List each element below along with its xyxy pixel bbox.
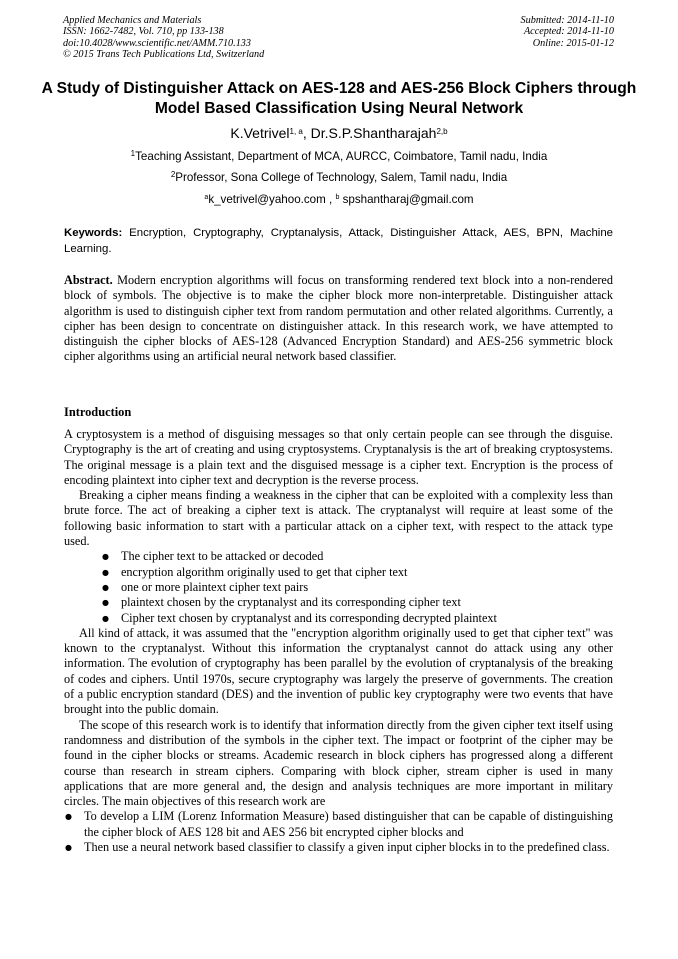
- bullet-icon: ●: [102, 598, 109, 608]
- email-b-mark: b: [335, 194, 340, 201]
- email-line: [40, 192, 638, 207]
- bullet-icon: ●: [102, 567, 109, 577]
- submission-dates: [364, 15, 614, 49]
- intro-paragraph-1: A cryptosystem is a method of disguising messages so that only certain people can see through the disguise. Cryptography is the art of creating and using cryptosystems. Cryptanalysis is the art of breaking cryptosystems. The original message is a plain text and the disguised message is a cipher text. Encryption is the process of encoding plaintext into cipher text and decryption is the reverse process.: [64, 427, 613, 487]
- journal-name: Applied Mechanics and Materials: [63, 15, 202, 26]
- attack-info-list: [64, 549, 613, 625]
- affiliation-1-text: Teaching Assistant, Department of MCA, AURCC, Coimbatore, Tamil nadu, India: [135, 150, 548, 163]
- intro-paragraph-2: Breaking a cipher means finding a weakness in the cipher that can be exploited with a complexity less than brute force. The act of breaking a cipher text is attack. The cryptanalyst will require at least some of the following basic information to start with a particular attack on a cipher text, with respect to the attack type used.: [64, 488, 613, 549]
- keywords-paragraph: [64, 226, 613, 257]
- list-item-text: encryption algorithm originally used to get that cipher text: [121, 564, 408, 579]
- email-separator: ,: [325, 193, 336, 206]
- author-1-marks: 1, a: [289, 127, 303, 136]
- list-item: [102, 579, 613, 595]
- paper-title: A Study of Distinguisher Attack on AES-128 and AES-256 Block Ciphers through Model Based Classification Using Neural Network: [41, 80, 637, 117]
- abstract-text: Modern encryption algorithms will focus on transforming rendered text block into a non-rendered block of symbols. The objective is to make the cipher block more non-interpretable. Distinguisher attack algorithm is used to distinguish cipher text from random permutation and other related algorithms. Currently, a cipher has been design to concentrate on distinguisher attack. In this research work, we have attempted to distinguish the cipher blocks of AES-128 (Advanced Encryption Standard) and AES-256 symmetric block cipher algorithms using an artificial neural network based classifier.: [64, 273, 613, 364]
- accepted-date: Accepted: 2014-11-10: [523, 26, 614, 38]
- affiliation-2-mark: 2: [170, 170, 176, 179]
- list-item-text: The cipher text to be attacked or decoded: [121, 549, 324, 564]
- author-line: [40, 124, 638, 142]
- email-a-mark: a: [204, 194, 209, 201]
- affiliation-1-mark: 1: [130, 149, 136, 158]
- submitted-date: Submitted: 2014-11-10: [520, 15, 614, 26]
- list-item: [65, 840, 613, 855]
- email-b[interactable]: spshantharaj@gmail.com: [342, 193, 474, 206]
- online-date: Online: 2015-01-12: [532, 37, 614, 49]
- journal-copyright: © 2015 Trans Tech Publications Ltd, Switzerland: [63, 48, 265, 60]
- intro-paragraph-4: The scope of this research work is to identify that information directly from the given cipher text itself using randomness and distribution of the symbols in the cipher text. The impact or footprint of the cipher may be found in the cipher blocks or streams. Academic research in block ciphers has progressed along a different course than research in stream ciphers. Comparing with block cipher, stream cipher is used in many applications that are more general and, the design and analysis techniques are more important in military circles. The main objectives of this research work are: [64, 717, 613, 809]
- abstract-label: Abstract.: [64, 273, 113, 287]
- list-item-text: Then use a neural network based classifier to classify a given input cipher blocks in to the predefined class.: [84, 840, 610, 855]
- objectives-list: [64, 809, 613, 855]
- bullet-icon: ●: [102, 582, 109, 592]
- list-item: [102, 564, 613, 580]
- bullet-icon: ●: [102, 552, 109, 562]
- author-2: Dr.S.P.Shantharajah: [310, 125, 437, 141]
- journal-issn: ISSN: 1662-7482, Vol. 710, pp 133-138: [63, 26, 224, 38]
- list-item-text: To develop a LIM (Lorenz Information Measure) based distinguisher that can be capable of distinguishing the cipher block of AES 128 bit and AES 256 bit encrypted cipher blocks and: [84, 809, 613, 839]
- bullet-icon: ●: [65, 843, 72, 853]
- journal-doi[interactable]: doi:10.4028/www.scientific.net/AMM.710.133: [63, 37, 251, 49]
- bullet-icon: ●: [65, 812, 72, 822]
- keywords-label: Keywords:: [64, 227, 123, 239]
- list-item-text: one or more plaintext cipher text pairs: [121, 579, 309, 594]
- affiliation-1: [40, 149, 638, 164]
- list-item: [65, 809, 613, 840]
- journal-info: [63, 15, 393, 60]
- keywords-text: Encryption, Cryptography, Cryptanalysis, Attack, Distinguisher Attack, AES, BPN, Machine Learning.: [64, 227, 613, 255]
- introduction-heading: Introduction: [64, 405, 132, 419]
- intro-paragraph-3: All kind of attack, it was assumed that the "encryption algorithm originally used to get that cipher text" was known to the cryptanalyst. Without this information the cryptanalyst cannot do attack using any other information. The evolution of cryptography has been parallel by the evolution of cryptanalysis of the breaking of codes and ciphers. Until 1970s, secure cryptography was largely the preserve of governments. The creation of a public encryption standard (DES) and the invention of public key cryptography were two events that have brought into the public domain.: [64, 625, 613, 717]
- author-1: K.Vetrivel: [230, 125, 290, 141]
- email-a[interactable]: k_vetrivel@yahoo.com: [208, 193, 326, 206]
- bullet-icon: ●: [102, 613, 109, 623]
- list-item-text: plaintext chosen by the cryptanalyst and its corresponding cipher text: [121, 595, 461, 610]
- list-item: [102, 610, 613, 626]
- author-separator: ,: [302, 125, 311, 141]
- affiliation-2: [40, 170, 638, 185]
- list-item: [102, 595, 613, 610]
- introduction-body: [64, 427, 613, 855]
- list-item: [102, 549, 613, 564]
- affiliation-2-text: Professor, Sona College of Technology, Salem, Tamil nadu, India: [175, 171, 508, 184]
- list-item-text: Cipher text chosen by cryptanalyst and its corresponding decrypted plaintext: [121, 610, 497, 625]
- abstract-paragraph: [64, 273, 613, 365]
- author-2-marks: 2,b: [436, 127, 448, 136]
